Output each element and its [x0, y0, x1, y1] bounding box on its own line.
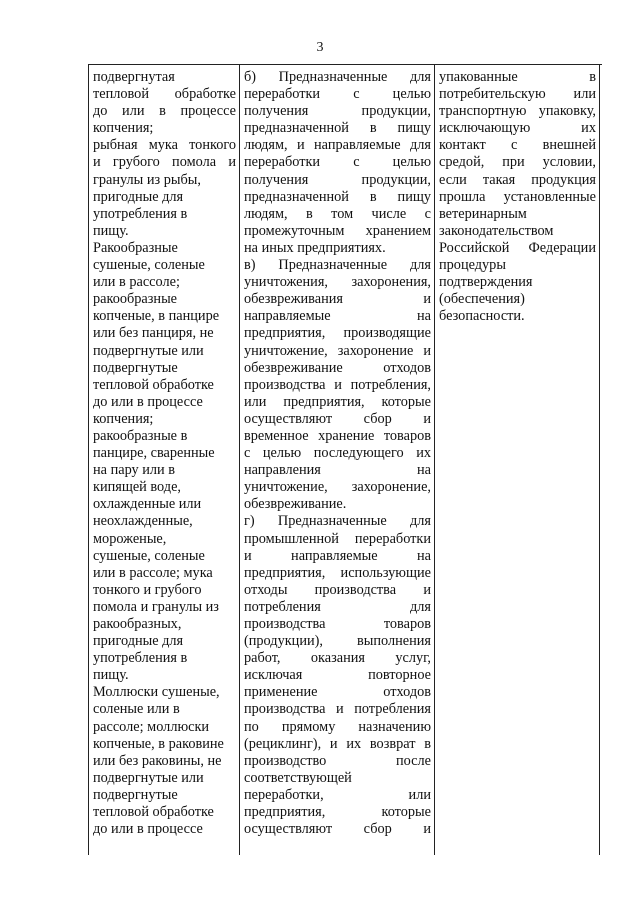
text-line: людям, и направляемые для [244, 137, 431, 154]
text-line: промежуточным хранением [244, 222, 431, 239]
text-line: тепловой обработке [93, 86, 236, 103]
text-line: получения продукции, [244, 103, 431, 120]
text-line: и грубого помола и [93, 154, 236, 171]
text-line: производства товаров [244, 616, 431, 632]
text-line: охлажденные или [93, 496, 202, 513]
text-line: предприятия, которые [244, 804, 431, 821]
text-line: соответствующей [244, 769, 352, 786]
text-line: в) Предназначенные для [244, 257, 431, 274]
text-line: или в рассоле; [93, 274, 180, 291]
text-line: панцире, сваренные [93, 445, 215, 462]
text-line: (обеспечения) [439, 291, 525, 308]
text-line: направляемые на [244, 308, 431, 325]
text-line: людям, в том числе с [244, 205, 431, 222]
text-line: уничтожения, захоронения, [244, 274, 431, 291]
text-line: тонкого и грубого [93, 581, 202, 598]
text-line: копченые, в раковине [93, 735, 224, 752]
text-line: Моллюски сушеные, [93, 684, 220, 701]
text-line: ракообразных, [93, 616, 182, 632]
text-line: Российской Федерации [439, 239, 596, 256]
text-line: (продукции), выполнения [244, 633, 431, 650]
text-line: подтверждения [439, 274, 533, 291]
text-line: ракообразные в [93, 427, 188, 444]
text-line: пищу. [93, 667, 129, 684]
text-line: обезвреживания и [244, 291, 431, 308]
page-number: 3 [316, 40, 324, 55]
text-line: копчения; [93, 410, 154, 427]
text-line: копчения; [93, 120, 154, 137]
text-line: соленые или в [93, 701, 180, 718]
text-line: до или в процессе [93, 821, 203, 838]
text-line: или без раковины, не [93, 752, 222, 769]
text-line: пригодные для [93, 633, 184, 650]
text-line: работ, оказания услуг, [244, 650, 431, 667]
text-line: Ракообразные [93, 239, 178, 256]
text-line: подвергнутые [93, 786, 178, 803]
text-line: подвергнутые [93, 359, 178, 376]
text-line: употребления в [93, 650, 188, 667]
text-line: переработки с целью [244, 86, 431, 103]
text-line: сушеные, соленые [93, 547, 205, 564]
text-line: потребления для [244, 598, 431, 615]
text-line: обезвреживание отходов [244, 359, 431, 376]
text-line: б) Предназначенные для [244, 69, 431, 85]
table-column-product [89, 65, 240, 855]
text-line: или без панциря, не [93, 325, 214, 342]
text-line: получения продукции, [244, 171, 431, 188]
text-line: обезвреживание. [244, 496, 347, 513]
text-line: по прямому назначению [244, 718, 431, 735]
text-line: предназначенной в пищу [244, 188, 431, 205]
text-line: осуществляют сбор и [244, 410, 431, 427]
text-line: подвергнутые или [93, 769, 204, 786]
text-line: безопасности. [439, 308, 525, 325]
text-line: или предприятия, которые [244, 393, 431, 410]
text-line: пригодные для [93, 188, 184, 205]
text-line: процедуры [439, 257, 506, 274]
text-line: производство после [244, 752, 431, 769]
text-line: осуществляют сбор и [244, 821, 431, 838]
text-line: упакованные в [439, 69, 596, 85]
text-line: мороженые, [93, 530, 167, 547]
text-line: до или в процессе [93, 393, 203, 410]
text-line: г) Предназначенные для [244, 513, 431, 530]
text-line: уничтожение, захоронение и [244, 342, 431, 359]
text-line: транспортную упаковку, [439, 103, 596, 120]
text-line: производства и потребления [244, 701, 431, 718]
text-line: применение отходов [244, 684, 431, 701]
text-line: контакт с внешней [439, 137, 596, 154]
text-line: ветеринарным [439, 205, 527, 222]
text-line: предназначенной в пищу [244, 120, 431, 137]
text-line: гранулы из рыбы, [93, 171, 201, 188]
text-line: переработки, или [244, 786, 431, 803]
text-line: промышленной переработки [244, 530, 431, 547]
text-line: или в рассоле; мука [93, 564, 213, 581]
text-line: тепловой обработке [93, 804, 214, 821]
text-line: направления на [244, 462, 431, 479]
text-line: прошла установленные [439, 188, 596, 205]
text-line: (рециклинг), и их возврат в [244, 735, 431, 752]
table-column-purpose [240, 65, 435, 855]
text-line: и направляемые на [244, 547, 431, 564]
text-line: потребительскую или [439, 86, 596, 103]
text-line: неохлажденные, [93, 513, 193, 530]
text-line: если такая продукция [439, 171, 596, 188]
text-line: тепловой обработке [93, 376, 214, 393]
text-line: кипящей воде, [93, 479, 181, 496]
text-line: сушеные, соленые [93, 257, 205, 274]
text-line: на иных предприятиях. [244, 239, 386, 256]
text-line: предприятия, использующие [244, 564, 431, 581]
text-line: употребления в [93, 205, 188, 222]
text-line: временное хранение товаров [244, 427, 431, 444]
text-line: уничтожение, захоронение, [244, 479, 431, 496]
text-line: ракообразные [93, 291, 178, 308]
text-line: средой, при условии, [439, 154, 596, 171]
text-line: подвергнутые или [93, 342, 204, 359]
text-line: на пару или в [93, 462, 176, 479]
text-line: рассоле; моллюски [93, 718, 210, 735]
text-line: до или в процессе [93, 103, 236, 120]
table-column-conditions [435, 65, 600, 855]
text-line: переработки с целью [244, 154, 431, 171]
text-line: отходы производства и [244, 581, 431, 598]
text-line: законодательством [439, 222, 554, 239]
text-line: пищу. [93, 222, 129, 239]
text-line: исключая повторное [244, 667, 431, 684]
text-line: исключающую их [439, 120, 596, 137]
text-line: производства и потребления, [244, 376, 431, 393]
text-line: копченые, в панцире [93, 308, 220, 325]
text-line: предприятия, производящие [244, 325, 431, 342]
text-line: с целью последующего их [244, 445, 431, 462]
document-table [88, 64, 602, 855]
text-line: помола и гранулы из [93, 598, 219, 615]
text-line: подвергнутая [93, 69, 175, 85]
text-line: рыбная мука тонкого [93, 137, 236, 154]
